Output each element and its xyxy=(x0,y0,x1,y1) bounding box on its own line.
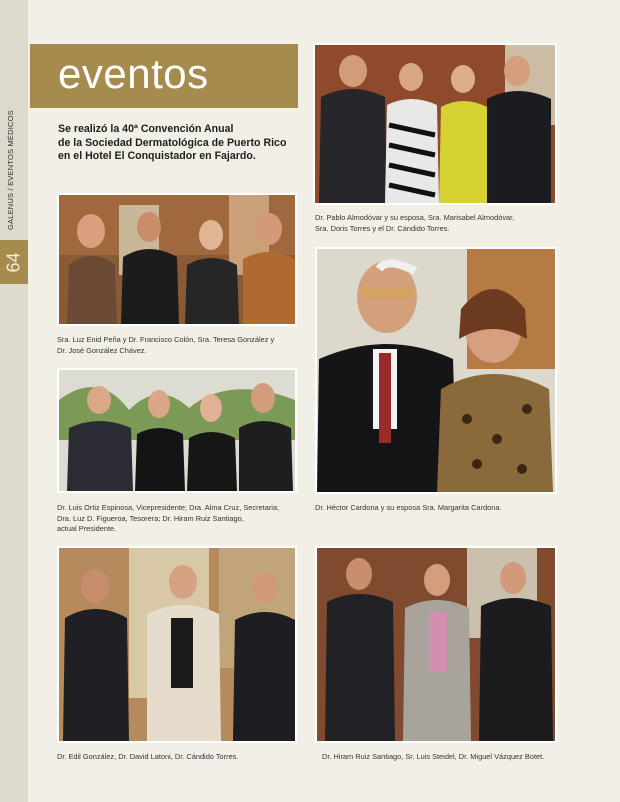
photo-image xyxy=(59,370,295,491)
photo-board-members xyxy=(57,368,297,493)
caption-line: Dra. Luz D. Figueroa, Tesorera; Dr. Hiram Ruiz Santiago, xyxy=(57,513,244,523)
caption-line: Dr. José González Chávez. xyxy=(57,345,147,355)
caption-line: Dr. Edil González, Dr. David Latoni, Dr. Cándido Torres. xyxy=(57,752,239,761)
page-title: eventos xyxy=(58,50,209,97)
photo-image xyxy=(315,45,555,203)
intro-line-3: en el Hotel El Conquistador en Fajardo. xyxy=(58,150,256,163)
page-number-tab xyxy=(0,240,28,284)
intro-line-2: de la Sociedad Dermatológica de Puerto Rico xyxy=(58,136,287,149)
caption-photo-6 xyxy=(322,752,544,763)
caption-line: Sra. Doris Torres y el Dr. Cándido Torres. xyxy=(315,223,450,233)
caption-line: Dr. Hiram Ruiz Santiago, Sr. Luis Steidel, Dr. Miguel Vázquez Botet. xyxy=(322,752,545,761)
photo-image xyxy=(317,548,555,741)
photo-couples xyxy=(313,43,557,205)
caption-photo-5 xyxy=(315,503,502,514)
caption-line: Dr. Luis Ortiz Espinosa, Vicepresidente; Dra. Alma Cruz, Secretaria; xyxy=(57,503,280,512)
header-banner xyxy=(30,44,298,108)
photo-image xyxy=(59,548,295,741)
photo-three-doctors xyxy=(57,546,297,743)
intro-line-1: Se realizó la 40ª Convención Anual xyxy=(58,123,234,135)
intro-text xyxy=(58,123,308,164)
caption-photo-3 xyxy=(57,752,238,763)
section-label: GALENUS / EVENTOS MÉDICOS xyxy=(6,110,15,230)
photo-three-men xyxy=(315,546,557,743)
caption-photo-2 xyxy=(57,503,279,535)
photo-cardona-couple xyxy=(315,247,557,494)
caption-line: actual Presidente. xyxy=(57,524,117,534)
caption-photo-1 xyxy=(57,335,274,356)
photo-image xyxy=(59,195,295,324)
page-number: 64 xyxy=(3,251,24,273)
caption-line: Dr. Pablo Almodóvar y su esposa, Sra. Marisabel Almodóvar, xyxy=(315,213,515,222)
caption-photo-4 xyxy=(315,213,514,234)
photo-image xyxy=(317,249,555,492)
photo-group-four xyxy=(57,193,297,326)
caption-line: Sra. Luz Enid Peña y Dr. Francisco Colón, Sra. Teresa González y xyxy=(57,335,275,344)
caption-line: Dr. Héctor Cardona y su esposa Sra. Margarita Cardona. xyxy=(315,503,502,512)
